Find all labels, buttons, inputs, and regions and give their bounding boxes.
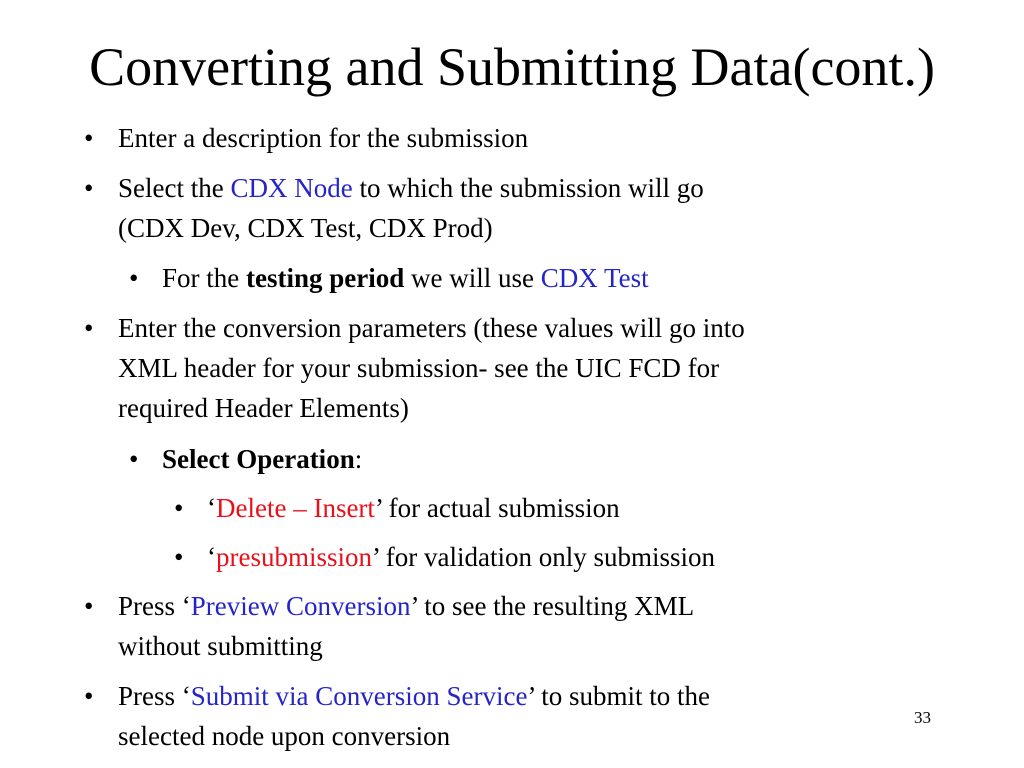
submit-via-conversion-service-link: Submit via Conversion Service — [190, 681, 528, 711]
bullet-cdx-node — [84, 168, 704, 248]
bullet-dot: • — [129, 444, 139, 474]
bullet-text-line3: required Header Elements) — [118, 393, 409, 423]
bullet-presubmission — [174, 537, 715, 577]
bullet-text-post: : — [354, 444, 363, 474]
bullet-text-line2: without submitting — [118, 631, 323, 661]
bullet-text-line2: selected node upon conversion — [118, 721, 451, 751]
open-quote: ‘ — [207, 542, 216, 572]
bullet-text-pre: Press ‘ — [118, 591, 191, 621]
bullet-text-mid: we will use — [404, 263, 541, 293]
bullet-text-pre: Select the — [118, 173, 231, 203]
delete-insert-highlight: Delete – Insert — [216, 493, 375, 523]
bullet-conversion-parameters — [84, 308, 745, 428]
cdx-test-link: CDX Test — [540, 263, 649, 293]
slide-title: Converting and Submitting Data(cont.) — [89, 37, 935, 97]
bullet-text-line1: Enter the conversion parameters (these values will go into — [118, 313, 745, 343]
bullet-text-line2: (CDX Dev, CDX Test, CDX Prod) — [118, 213, 493, 243]
presubmission-highlight: presubmission — [216, 542, 373, 572]
bullet-dot: • — [84, 173, 94, 203]
bullet-dot: • — [84, 123, 94, 153]
bullet-text-line2: XML header for your submission- see the UIC FCD for — [118, 353, 720, 383]
bullet-dot: • — [174, 542, 184, 572]
bullet-dot: • — [84, 681, 94, 711]
cdx-node-link: CDX Node — [230, 173, 353, 203]
bullet-text-post: ’ for validation only submission — [372, 542, 715, 572]
bullet-preview-conversion — [84, 586, 695, 666]
open-quote: ‘ — [207, 493, 216, 523]
bullet-select-operation — [129, 439, 363, 479]
bullet-text-pre: Press ‘ — [118, 681, 191, 711]
preview-conversion-link: Preview Conversion — [190, 591, 411, 621]
bullet-text-post: ’ to see the resulting XML — [410, 591, 695, 621]
bullet-dot: • — [84, 591, 94, 621]
page-number: 33 — [914, 708, 931, 727]
select-operation-emphasis: Select Operation — [162, 444, 355, 474]
bullet-text: Enter a description for the submission — [118, 123, 529, 153]
bullet-text-pre: For the — [162, 263, 246, 293]
bullet-dot: • — [174, 493, 184, 523]
bullet-testing-period — [129, 258, 649, 298]
bullet-dot: • — [129, 263, 139, 293]
bullet-text-post: to which the submission will go — [352, 173, 704, 203]
bullet-description — [84, 118, 529, 158]
bullet-text-post: ’ to submit to the — [527, 681, 710, 711]
bullet-delete-insert — [174, 488, 620, 528]
testing-period-emphasis: testing period — [246, 263, 405, 293]
bullet-text-post: ’ for actual submission — [374, 493, 620, 523]
bullet-submit-conversion-service — [84, 676, 710, 756]
bullet-dot: • — [84, 313, 94, 343]
